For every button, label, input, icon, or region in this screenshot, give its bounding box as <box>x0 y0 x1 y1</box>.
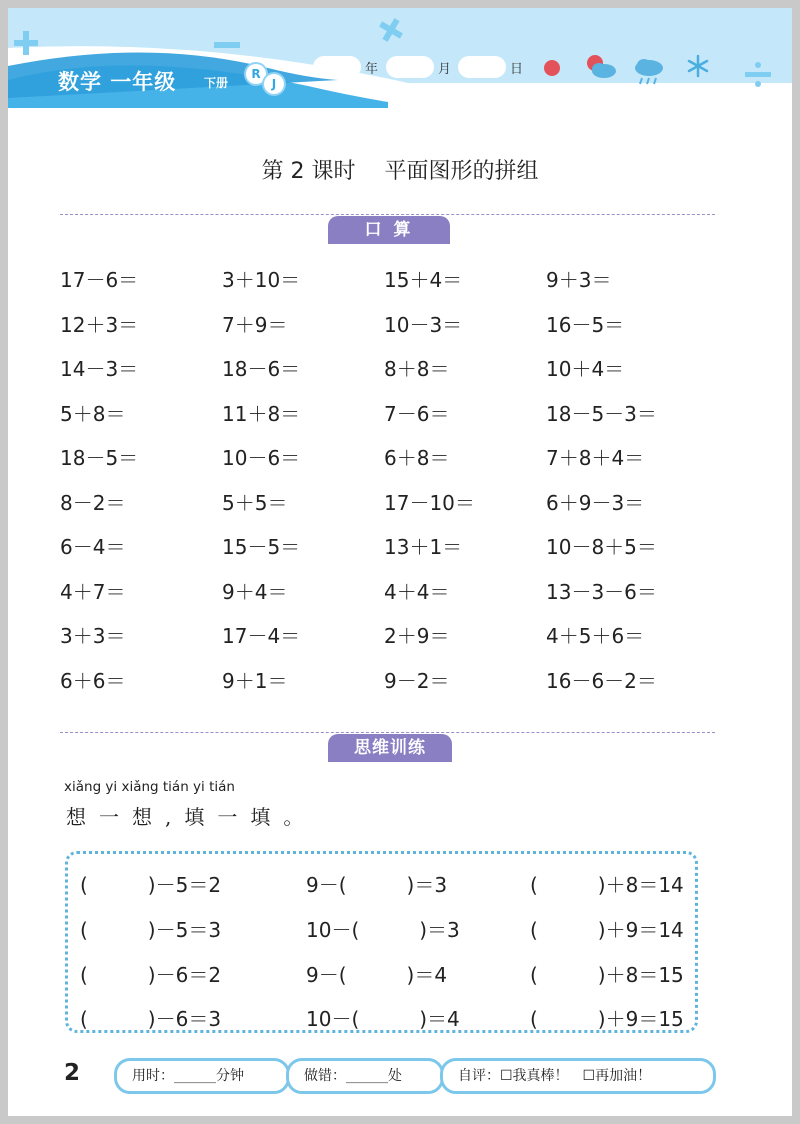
oral-problem[interactable]: 8－2＝ <box>60 490 126 515</box>
oral-problem[interactable]: 9－2＝ <box>384 668 450 693</box>
oral-problem[interactable]: 7－6＝ <box>384 401 450 426</box>
month-field[interactable] <box>386 56 434 78</box>
oral-problem[interactable]: 7＋8＋4＝ <box>546 446 645 470</box>
day-label: 日 <box>510 62 524 77</box>
lesson-title: 第 2 课时 平面图形的拼组 <box>261 159 539 184</box>
oral-row <box>60 264 720 294</box>
oral-problem[interactable]: 5＋8＝ <box>60 401 126 426</box>
fill-in-problem[interactable]: 9－( )＝3 <box>306 873 448 897</box>
sun-cloud-icon[interactable] <box>584 52 618 82</box>
oral-problem[interactable]: 15＋4＝ <box>384 268 463 292</box>
snowflake-icon[interactable] <box>686 54 710 78</box>
oral-problem[interactable]: 6＋6＝ <box>60 668 126 693</box>
oral-problem[interactable]: 9＋3＝ <box>546 268 612 292</box>
section-tab-oral: 口 算 <box>328 216 450 244</box>
sun-icon[interactable] <box>540 56 564 80</box>
oral-problem[interactable]: 6－4＝ <box>60 535 126 559</box>
oral-problem[interactable]: 3＋3＝ <box>60 624 126 648</box>
oral-problem[interactable]: 9＋4＝ <box>222 579 288 604</box>
oral-problem[interactable]: 9＋1＝ <box>222 668 288 693</box>
fill-in-problem[interactable]: ( )＋8＝15 <box>530 962 684 987</box>
oral-problem[interactable]: 14－3＝ <box>60 357 139 381</box>
page-header <box>8 8 792 118</box>
subject-title: 数学 一年级 <box>58 70 177 94</box>
oral-row <box>60 398 720 428</box>
oral-problem[interactable]: 13＋1＝ <box>384 535 463 559</box>
oral-problem[interactable]: 8＋8＝ <box>384 357 450 381</box>
oral-row <box>60 576 720 606</box>
fill-in-problem[interactable]: ( )－5＝3 <box>80 917 222 942</box>
rain-cloud-icon[interactable] <box>632 54 666 86</box>
year-field[interactable] <box>313 56 361 78</box>
fill-in-problem[interactable]: ( )＋8＝14 <box>530 873 684 897</box>
oral-row <box>60 665 720 695</box>
oral-problem[interactable]: 4＋5＋6＝ <box>546 624 645 648</box>
fill-in-problem[interactable]: 10－( )＝3 <box>306 917 460 942</box>
instruction-text: 想一想,填一填。 <box>66 805 317 829</box>
fill-in-problem[interactable]: 9－( )＝4 <box>306 962 448 987</box>
oral-problem[interactable]: 12＋3＝ <box>60 312 139 337</box>
oral-row <box>60 620 720 650</box>
badge-r: R <box>246 64 266 84</box>
year-label: 年 <box>365 62 379 77</box>
fill-in-problem[interactable]: ( )－5＝2 <box>80 873 222 897</box>
fill-in-problem[interactable]: ( )－6＝3 <box>80 1007 222 1032</box>
oral-problem[interactable]: 15－5＝ <box>222 535 301 559</box>
oral-problem[interactable]: 6＋9－3＝ <box>546 490 645 515</box>
oral-problem[interactable]: 5＋5＝ <box>222 490 288 515</box>
badge-j: J <box>264 74 284 94</box>
oral-row <box>60 531 720 561</box>
oral-problem[interactable]: 13－3－6＝ <box>546 579 657 604</box>
oral-problem[interactable]: 17－4＝ <box>222 624 301 648</box>
oral-problem[interactable]: 11＋8＝ <box>222 401 301 426</box>
fill-in-problem[interactable]: ( )＋9＝15 <box>530 1007 684 1032</box>
month-label: 月 <box>438 62 452 77</box>
section-tab-thinking: 思维训练 <box>328 734 452 762</box>
oral-problem[interactable]: 2＋9＝ <box>384 624 450 648</box>
section-divider-oral <box>60 214 715 215</box>
self-eval-label: 自评：☐我真棒！ ☐再加油！ <box>458 1068 652 1084</box>
oral-problem[interactable]: 18－5－3＝ <box>546 401 657 426</box>
fill-in-problem[interactable]: ( )＋9＝14 <box>530 917 684 942</box>
oral-problem[interactable]: 16－6－2＝ <box>546 668 657 693</box>
worksheet-page <box>8 8 792 1116</box>
oral-row <box>60 353 720 383</box>
oral-row <box>60 309 720 339</box>
oral-problem[interactable]: 10－6＝ <box>222 446 301 470</box>
oral-problem[interactable]: 4＋4＝ <box>384 579 450 604</box>
oral-problem[interactable]: 10＋4＝ <box>546 357 625 381</box>
oral-problem[interactable]: 10－8＋5＝ <box>546 535 657 559</box>
oral-problem[interactable]: 3＋10＝ <box>222 268 301 292</box>
mistakes-label: 做错：______处 <box>304 1068 402 1084</box>
oral-problem[interactable]: 4＋7＝ <box>60 579 126 604</box>
page-number: 2 <box>64 1060 81 1086</box>
oral-problem[interactable]: 17－10＝ <box>384 490 475 515</box>
section-divider-thinking <box>60 732 715 733</box>
instruction-pinyin: xiǎng yi xiǎng tián yi tián <box>64 779 235 795</box>
oral-problem[interactable]: 6＋8＝ <box>384 446 450 470</box>
fill-in-problem[interactable]: ( )－6＝2 <box>80 962 222 987</box>
oral-row <box>60 442 720 472</box>
oral-problem[interactable]: 7＋9＝ <box>222 312 288 337</box>
oral-row <box>60 487 720 517</box>
oral-problem[interactable]: 18－5＝ <box>60 446 139 470</box>
fill-in-box <box>65 851 698 1033</box>
day-field[interactable] <box>458 56 506 78</box>
oral-problem[interactable]: 10－3＝ <box>384 312 463 337</box>
volume-label: 下册 <box>204 76 229 90</box>
oral-problem[interactable]: 17－6＝ <box>60 268 139 292</box>
time-used-label: 用时：______分钟 <box>132 1068 244 1084</box>
fill-in-problem[interactable]: 10－( )＝4 <box>306 1007 460 1032</box>
oral-problem[interactable]: 18－6＝ <box>222 357 301 381</box>
oral-problem[interactable]: 16－5＝ <box>546 312 625 337</box>
